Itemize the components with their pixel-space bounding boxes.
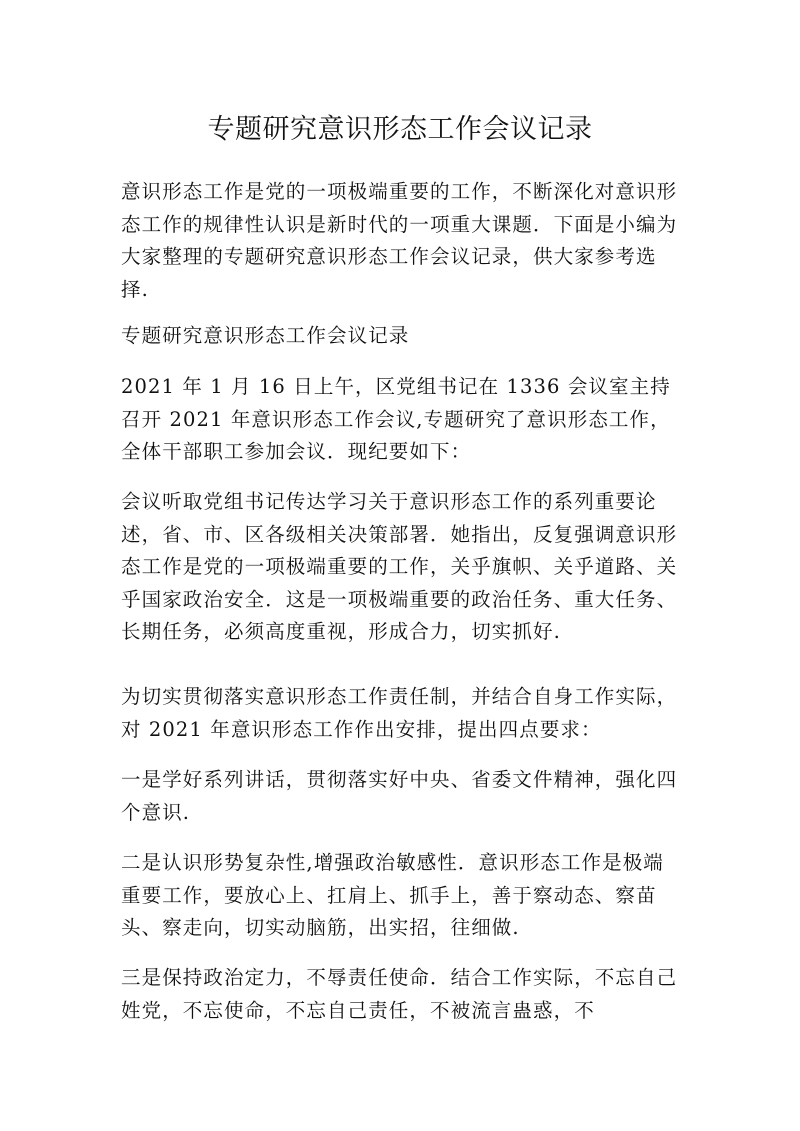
section-heading: 专题研究意识形态工作会议记录: [121, 324, 410, 347]
requirement-two-paragraph: 二是认识形势复杂性,增强政治敏感性．意识形态工作是极端重要工作，要放心上、扛肩上、抓手上，善于察动态、察苗头、察走向，切实动脑筋，出实招，往细做.: [121, 851, 664, 939]
meeting-content-paragraph: 会议听取党组书记传达学习关于意识形态工作的系列重要论述，省、市、区各级相关决策部署．她指出，反复强调意识形态工作是党的一项极端重要的工作，关乎旗帜、关乎道路、关乎国家政治安全．这是一项极端重要的政治任务、重大任务、长期任务，必须高度重视，形成合力，切实抓好.: [121, 490, 678, 643]
document-title: 专题研究意识形态工作会议记录: [207, 114, 593, 145]
meeting-info-paragraph: 2021 年 1 月 16 日上午，区党组书记在 1336 会议室主持召开 2021 年意识形态工作会议,专题研究了意识形态工作，全体干部职工参加会议．现纪要如下：: [121, 375, 671, 463]
requirement-one-paragraph: 一是学好系列讲话，贯彻落实好中央、省委文件精神，强化四个意识.: [121, 768, 678, 824]
requirement-three-paragraph: 三是保持政治定力，不辱责任使命．结合工作实际，不忘自己姓党，不忘使命，不忘自己责任，不被流言蛊惑，不: [121, 966, 678, 1022]
intro-paragraph: 意识形态工作是党的一项极端重要的工作，不断深化对意识形态工作的规律性认识是新时代的一项重大课题．下面是小编为大家整理的专题研究意识形态工作会议记录，供大家参考选择.: [121, 180, 678, 301]
requirements-intro-paragraph: 为切实贯彻落实意识形态工作责任制，并结合自身工作实际，对 2021 年意识形态工作作出安排，提出四点要求：: [121, 685, 678, 741]
